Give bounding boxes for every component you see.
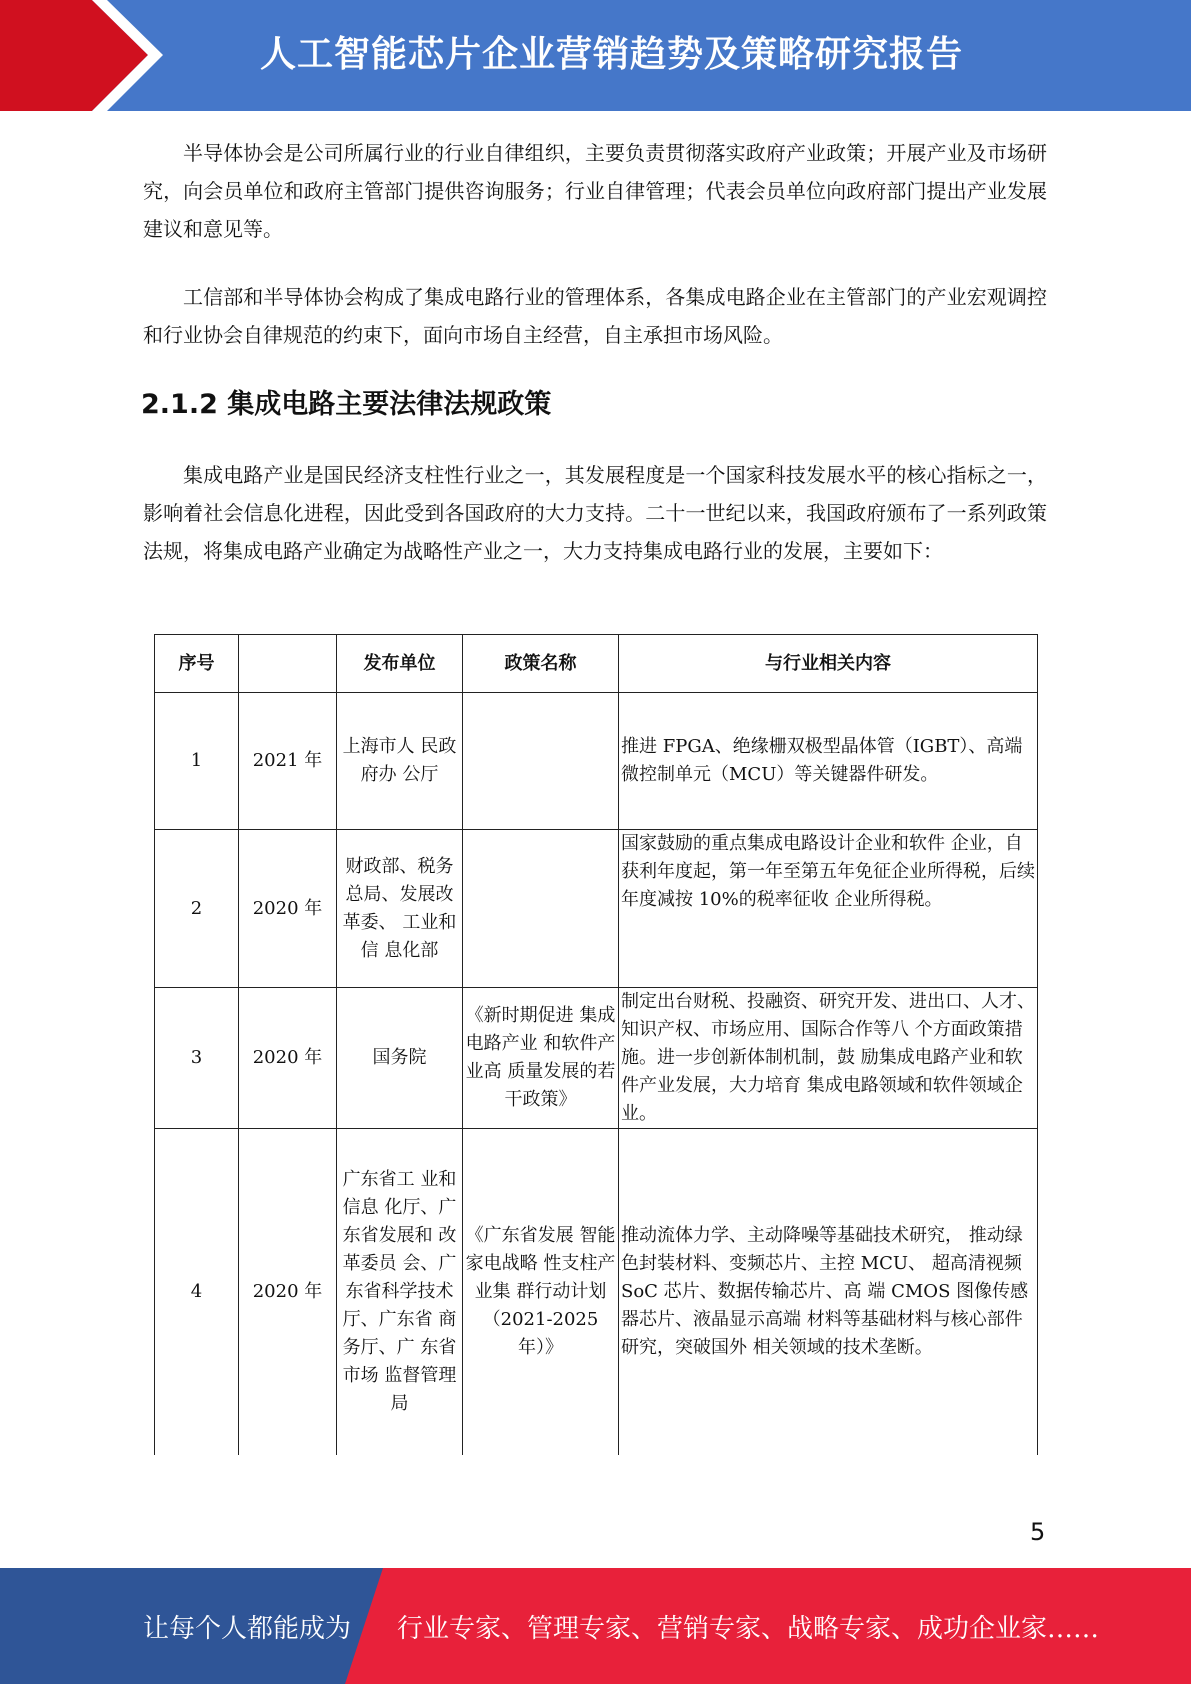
header-no: 序号 <box>155 635 239 693</box>
report-title: 人工智能芯片企业营销趋势及策略研究报告 <box>260 34 964 75</box>
table-row <box>155 830 1038 988</box>
row-no: 4 <box>155 1129 239 1455</box>
row-policy: 《广东省发展 智能家电战略 性支柱产业集 群行动计划（2021-2025 年）》 <box>463 1129 619 1455</box>
row-no: 2 <box>155 830 239 988</box>
page-number: 5 <box>1030 1518 1046 1546</box>
policy-table <box>154 634 1038 1455</box>
row-issuer: 上海市人 民政府办 公厅 <box>337 693 463 830</box>
table-row <box>155 693 1038 830</box>
header-issuer: 发布单位 <box>337 635 463 693</box>
paragraph-management-system: 工信部和半导体协会构成了集成电路行业的管理体系，各集成电路企业在主管部门的产业宏观调控和行业协会自律规范的约束下，面向市场自主经营，自主承担市场风险。 <box>143 285 1047 347</box>
footer-slogan-left: 让每个人都能成为 <box>143 1614 352 1644</box>
table-row <box>155 988 1038 1129</box>
row-policy: 《新时期促进 集成电路产业 和软件产业高 质量发展的若 干政策》 <box>463 988 619 1129</box>
row-content: 国家鼓励的重点集成电路设计企业和软件 企业，自获利年度起，第一年至第五年免征企业所得税，后续年度减按 10%的税率征收 企业所得税。 <box>619 830 1038 988</box>
row-issuer: 广东省工 业和信息 化厅、广东省发展和 改革委员 会、广东省科学技术 厅、广东省 商务厅、广 东省市场 监督管理 局 <box>337 1129 463 1455</box>
table-header-row <box>155 635 1038 693</box>
header-year <box>239 635 337 693</box>
row-issuer: 国务院 <box>337 988 463 1129</box>
page-footer <box>0 1568 1191 1684</box>
row-content: 推进 FPGA、绝缘栅双极型晶体管（IGBT）、高端微控制单元（MCU）等关键器件研发。 <box>619 693 1038 830</box>
row-issuer: 财政部、税务总局、发展改革委、 工业和信 息化部 <box>337 830 463 988</box>
row-year: 2020 年 <box>239 1129 337 1455</box>
table-row <box>155 1129 1038 1455</box>
header-policy: 政策名称 <box>463 635 619 693</box>
paragraph-industry-intro: 集成电路产业是国民经济支柱性行业之一，其发展程度是一个国家科技发展水平的核心指标之一，影响着社会信息化进程，因此受到各国政府的大力支持。二十一世纪以来，我国政府颁布了一系列政策法规，将集成电路产业确定为战略性产业之一，大力支持集成电路行业的发展，主要如下： <box>143 463 1047 563</box>
row-year: 2021 年 <box>239 693 337 830</box>
page-header <box>0 0 1191 111</box>
paragraph-association: 半导体协会是公司所属行业的行业自律组织，主要负责贯彻落实政府产业政策；开展产业及市场研究，向会员单位和政府主管部门提供咨询服务；行业自律管理；代表会员单位向政府部门提出产业发展建议和意见等。 <box>143 141 1047 241</box>
footer-slogan-right: 行业专家、管理专家、营销专家、战略专家、成功企业家…… <box>397 1614 1100 1644</box>
row-content: 制定出台财税、投融资、研究开发、进出口、人才、知识产权、市场应用、国际合作等八 个方面政策措施。进一步创新体制机制，鼓 励集成电路产业和软件产业发展，大力培育 集成电路领域和软件领域企业。 <box>619 988 1038 1129</box>
row-no: 1 <box>155 693 239 830</box>
row-content: 推动流体力学、主动降噪等基础技术研究， 推动绿色封装材料、变频芯片、主控 MCU、 超高清视频 SoC 芯片、数据传输芯片、高 端 CMOS 图像传感器芯片、液晶显示高端 材料等基础材料与核心部件研究，突破国外 相关领域的技术垄断。 <box>619 1129 1038 1455</box>
row-year: 2020 年 <box>239 988 337 1129</box>
row-policy <box>463 693 619 830</box>
section-heading: 2.1.2 集成电路主要法律法规政策 <box>141 389 552 420</box>
row-year: 2020 年 <box>239 830 337 988</box>
header-content: 与行业相关内容 <box>619 635 1038 693</box>
row-no: 3 <box>155 988 239 1129</box>
row-policy <box>463 830 619 988</box>
